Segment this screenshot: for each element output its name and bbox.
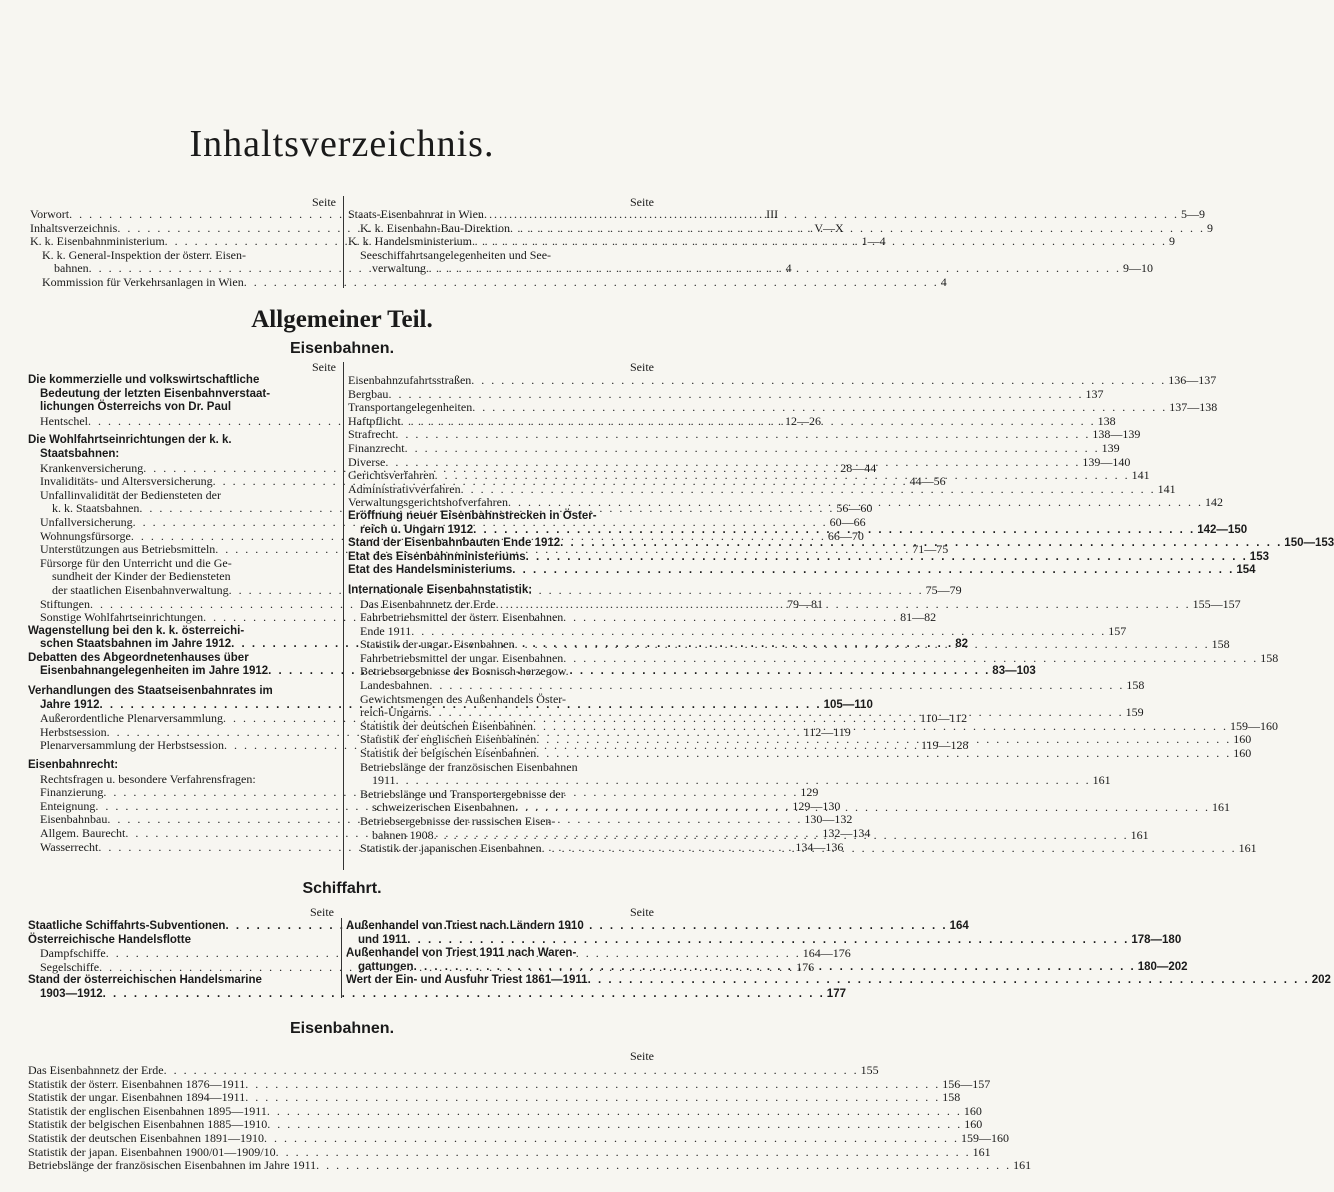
- toc-entry-title: Landesbahnen: [360, 678, 430, 693]
- toc-entry-page: 155: [860, 1063, 879, 1077]
- toc-entry-title: Sonstige Wohlfahrtseinrichtungen: [40, 610, 204, 625]
- toc-entry-title: Wasserrecht: [40, 839, 99, 854]
- toc-entry-page: 176: [796, 959, 815, 974]
- toc-entry-title: Statistik der ungar. Eisenbahnen: [360, 637, 515, 652]
- toc-entry-page: V—X: [814, 220, 844, 235]
- toc-entry-title: Wohnungsfürsorge: [40, 528, 131, 543]
- toc-entry-title: Statistik der englischen Eisenbahnen 1895—1911: [28, 1103, 267, 1118]
- toc-entry-title: Betriebslänge der französischen Eisenbahnen im Jahre 1911: [28, 1158, 317, 1173]
- toc-entry-page: 153: [1249, 550, 1269, 563]
- toc-entry-title: Ende 1911: [360, 623, 412, 638]
- toc-entry: [348, 623, 1127, 639]
- toc-entry-title: Das Eisenbahnnetz der Erde: [360, 596, 496, 611]
- toc-entry-title: Etat des Eisenbahnministeriums: [348, 550, 526, 563]
- toc-entry-title: bahnen: [54, 261, 89, 276]
- toc-entry-title: 1911: [372, 773, 396, 788]
- toc-entry-page: 66—70: [827, 528, 864, 543]
- leader-dots: [588, 974, 1310, 988]
- toc-entry-page: 161: [1130, 827, 1149, 842]
- toc-entry: [28, 1063, 879, 1078]
- toc-entry-title: Statistik der österr. Eisenbahnen 1876—1911: [28, 1076, 246, 1091]
- seite-label-top-left: Seite: [312, 195, 336, 209]
- toc-entry: [28, 1144, 991, 1160]
- leader-dots: [267, 1118, 962, 1132]
- toc-entry-title: Enteignung: [40, 798, 96, 813]
- toc-entry: [28, 773, 336, 787]
- toc-entry-page: 5—9: [1180, 207, 1205, 221]
- toc-entry-page: 159—160: [1229, 718, 1278, 733]
- toc-entry-title: Eröffnung neuer Eisenbahnstrecken in Öster-: [348, 509, 597, 522]
- toc-entry-title: Unfallversicherung: [40, 514, 133, 529]
- toc-entry-title: Invaliditäts- und Altersversicherung: [40, 474, 213, 489]
- toc-entry-page: 138: [1097, 413, 1116, 428]
- leader-dots: [510, 222, 1205, 236]
- toc-entry: [348, 550, 1269, 565]
- toc-entry-title: Finanzierung: [40, 785, 104, 800]
- leader-dots: [560, 537, 1282, 551]
- leader-dots: [429, 706, 1124, 720]
- toc-entry-page: 129—130: [792, 798, 841, 813]
- toc-entry-page: 12—26: [784, 413, 821, 428]
- toc-entry-page: 83—103: [992, 665, 1036, 678]
- leader-dots: [396, 774, 1091, 788]
- toc-entry-page: 160: [964, 1117, 983, 1132]
- seite-label-sf-right: Seite: [630, 905, 654, 919]
- toc-entry-title: Bergbau: [348, 386, 389, 401]
- toc-entry: [28, 1103, 982, 1119]
- toc-entry-title: Außenhandel von Triest nach Ländern 1910: [346, 920, 584, 932]
- leader-dots: [484, 208, 1179, 222]
- toc-entry-page: 56—60: [836, 501, 873, 516]
- toc-entry: [348, 650, 1279, 666]
- toc-entry-title: Vorwort: [30, 207, 70, 221]
- toc-entry: [348, 611, 654, 625]
- toc-entry-title: Eisenbahnbau: [40, 812, 108, 827]
- toc-entry-title: Dampfschiffe: [40, 946, 106, 961]
- toc-entry-title: 1903—1912: [40, 987, 103, 1000]
- toc-entry: [28, 448, 336, 462]
- toc-entry-page: 82: [955, 638, 969, 651]
- column-divider: [341, 918, 342, 998]
- leader-dots: [103, 988, 825, 1002]
- toc-entry-title: Fürsorge für den Unterricht und die Ge-: [40, 555, 232, 570]
- leader-dots: [515, 798, 1210, 815]
- toc-entry-title: Staatsbahnen:: [40, 447, 120, 460]
- toc-entry-title: schweizerischen Eisenbahnen: [372, 800, 515, 815]
- toc-entry-title: gattungen: [358, 960, 414, 973]
- toc-entry: [348, 564, 1256, 578]
- leader-dots: [414, 961, 1136, 975]
- toc-entry-title: Das Eisenbahnnetz der Erde: [28, 1063, 164, 1077]
- toc-entry-title: Krankenversicherung: [40, 460, 144, 475]
- toc-entry-page: 138—139: [1092, 427, 1141, 442]
- toc-entry-page: 60—66: [829, 514, 866, 529]
- toc-entry: [348, 249, 654, 263]
- toc-entry-title: Betriebslänge der französischen Eisenbahnen: [360, 759, 578, 774]
- toc-entry-page: 130—132: [804, 812, 853, 827]
- seite-label-top-right: Seite: [630, 195, 654, 209]
- toc-entry-page: 160: [1233, 732, 1252, 747]
- toc-entry-title: Außerordentliche Plenarversammlung: [40, 711, 223, 726]
- leader-dots: [512, 564, 1234, 578]
- toc-entry-title: Verwaltungsgerichtshofverfahren: [348, 495, 508, 510]
- toc-entry-title: Gewichtsmengen des Außenhandels Öster-: [360, 691, 567, 706]
- leader-dots: [316, 1159, 1011, 1173]
- toc-entry-page: 105—110: [823, 698, 873, 711]
- toc-entry-page: 137: [1085, 386, 1104, 401]
- toc-entry-title: verwaltung: [372, 261, 426, 276]
- toc-entry-page: 158: [942, 1090, 961, 1105]
- toc-entry-title: Unterstützungen aus Betriebsmitteln: [40, 542, 216, 557]
- toc-entry-title: Unfallinvalidität der Bediensteten der: [40, 487, 221, 502]
- column-divider: [343, 362, 344, 870]
- toc-entry: [348, 665, 654, 679]
- leader-dots: [401, 415, 1096, 429]
- toc-entry: [28, 987, 846, 1002]
- toc-entry-title: Die kommerzielle und volkswirtschaftliche: [28, 374, 260, 386]
- toc-entry: [348, 815, 654, 829]
- toc-entry-title: Hentschel: [40, 413, 88, 428]
- toc-entry-title: reich-Ungarns: [360, 705, 429, 720]
- toc-entry-title: K. k. Eisenbahn-Bau-Direktion: [360, 220, 510, 235]
- toc-entry: [28, 1158, 1032, 1173]
- leader-dots: [563, 652, 1258, 666]
- toc-entry: [30, 249, 336, 263]
- toc-entry-page: 81—82: [900, 610, 937, 625]
- toc-entry: [28, 974, 334, 988]
- toc-entry-page: 129: [800, 785, 819, 800]
- leader-dots: [526, 551, 1248, 565]
- leader-dots: [411, 625, 1106, 639]
- toc-entry: [346, 920, 654, 934]
- toc-entry-title: Österreichische Handelsflotte: [28, 933, 191, 946]
- toc-entry: [346, 974, 1331, 988]
- toc-entry-title: k. k. Staatsbahnen: [52, 501, 140, 516]
- toc-entry: [348, 693, 654, 707]
- toc-entry: [348, 584, 654, 598]
- toc-entry-page: 4: [940, 274, 947, 289]
- toc-entry-title: Statistik der deutschen Eisenbahnen: [360, 718, 533, 733]
- leader-dots: [533, 720, 1228, 734]
- toc-entry-page: 180—202: [1137, 960, 1188, 973]
- section-heading-eisenbahnen-statistik: Eisenbahnen.: [289, 1020, 395, 1037]
- toc-entry-title: schen Staatsbahnen im Jahre 1912: [40, 638, 232, 651]
- toc-entry-page: 158: [1211, 637, 1230, 652]
- toc-entry-title: Allgem. Baurecht: [40, 826, 126, 840]
- toc-entry-page: 177: [826, 987, 846, 1000]
- toc-entry-page: 150—153: [1284, 537, 1334, 550]
- toc-entry-title: Außenhandel von Triest 1911 nach Waren-: [346, 947, 577, 960]
- toc-entry-page: 139: [1101, 440, 1120, 455]
- toc-entry-title: Finanzrecht: [348, 440, 405, 455]
- toc-entry-title: Die Wohlfahrtseinrichtungen der k. k.: [28, 434, 232, 447]
- toc-entry-title: Jahre 1912: [40, 698, 100, 711]
- toc-entry-title: Verhandlungen des Staatseisenbahnrates im: [28, 685, 273, 698]
- toc-entry-title: Stand der Eisenbahnbauten Ende 1912: [348, 537, 561, 550]
- toc-entry-page: 79—81: [787, 596, 823, 611]
- toc-entry-title: K. k. General-Inspektion der österr. Eisen-: [42, 247, 246, 262]
- toc-entry-page: 154: [1236, 564, 1256, 577]
- toc-entry-title: Wert der Ein- und Ausfuhr Triest 1861—1911: [346, 974, 588, 987]
- leader-dots: [515, 638, 1210, 652]
- toc-entry-title: Statistik der ungar. Eisenbahnen 1894—1911: [28, 1090, 246, 1105]
- leader-dots: [244, 276, 939, 290]
- toc-entry: [28, 434, 336, 448]
- toc-entry-title: Eisenbahnangelegenheiten im Jahre 1912: [40, 665, 269, 678]
- toc-entry: [28, 652, 336, 666]
- toc-entry-page: 9: [1168, 234, 1175, 249]
- toc-entry: [28, 759, 336, 773]
- leader-dots: [536, 733, 1231, 747]
- toc-entry: [28, 374, 336, 388]
- leader-dots: [461, 483, 1156, 497]
- toc-entry: [348, 761, 654, 775]
- leader-dots: [429, 679, 1124, 693]
- toc-entry-title: reich u. Ungarn 1912: [360, 523, 474, 536]
- toc-entry: [28, 1090, 961, 1105]
- toc-entry-page: 158: [1126, 678, 1145, 693]
- section-heading-schiffahrt: Schiffahrt.: [302, 880, 382, 897]
- page-title: Inhaltsverzeichnis.: [189, 123, 495, 165]
- seite-label-bottom: Seite: [630, 1049, 654, 1063]
- toc-entry-title: Administrativverfahren: [348, 481, 461, 496]
- toc-entry-page: 161: [972, 1144, 991, 1159]
- leader-dots: [496, 598, 1191, 612]
- toc-entry-title: Inhaltsverzeichnis: [30, 220, 118, 235]
- toc-entry-page: 178—180: [1131, 933, 1182, 946]
- toc-entry-title: Staatliche Schiffahrts-Subventionen: [28, 920, 226, 932]
- toc-entry-title: Gerichtsverfahren: [348, 468, 435, 483]
- toc-entry-title: Internationale Eisenbahnstatistik:: [348, 583, 533, 596]
- toc-entry-title: Statistik der belgischen Eisenbahnen: [360, 746, 537, 761]
- toc-entry-page: 110—112: [919, 711, 968, 726]
- leader-dots: [508, 496, 1203, 510]
- toc-entry-title: Transportangelegenheiten: [348, 400, 473, 415]
- leader-dots: [435, 469, 1130, 483]
- leader-dots: [407, 934, 1129, 948]
- toc-entry: [346, 933, 1182, 948]
- toc-entry-title: sundheit der Kinder der Bediensteten: [52, 569, 231, 584]
- leader-dots: [536, 747, 1231, 761]
- section-heading-eisenbahnen: Eisenbahnen.: [289, 340, 395, 357]
- leader-dots: [245, 1091, 940, 1105]
- toc-entry: [348, 746, 1252, 761]
- toc-entry-title: Haftpflicht: [348, 413, 401, 428]
- toc-bottom: [28, 1063, 1032, 1173]
- toc-entry-title: Statistik der japanischen Eisenbahnen: [360, 841, 542, 856]
- leader-dots: [472, 401, 1167, 415]
- toc-entry-title: Betriebsergebnisse der Bosnisch-herzegow.: [360, 664, 569, 679]
- toc-entry: [30, 274, 947, 290]
- toc-entry: [348, 788, 654, 802]
- toc-entry: [28, 1130, 1009, 1146]
- toc-entry-title: Kommission für Verkehrsanlagen in Wien: [42, 274, 244, 289]
- toc-entry-title: Diverse: [348, 454, 386, 469]
- toc-entry-title: Herbstsession: [40, 724, 107, 739]
- seite-label-sf-left: Seite: [310, 905, 334, 919]
- toc-entry-page: 134—136: [795, 839, 844, 854]
- toc-entry-title: Statistik der englischen Eisenbahnen: [360, 732, 537, 747]
- toc-entry-title: Staats-Eisenbahnrat in Wien: [348, 207, 484, 221]
- toc-entry-page: 161: [1092, 773, 1111, 788]
- toc-entry: [28, 557, 336, 571]
- toc-entry-title: Plenarversammlung der Herbstsession: [40, 738, 224, 753]
- toc-entry: [28, 401, 336, 415]
- toc-entry-title: Wagenstellung bei den k. k. österreichi-: [28, 624, 245, 637]
- toc-entry-title: Stiftungen: [40, 596, 90, 611]
- toc-entry-page: 141: [1157, 481, 1176, 496]
- leader-dots: [472, 235, 1167, 249]
- toc-entry: [28, 570, 336, 584]
- toc-entry-page: 137—138: [1169, 400, 1218, 415]
- toc-entry-page: 4: [785, 261, 792, 276]
- toc-entry: [348, 510, 654, 524]
- toc-entry-title: bahnen 1908: [372, 827, 434, 842]
- toc-entry-title: der staatlichen Eisenbahnverwaltung: [52, 582, 229, 597]
- toc-entry: [28, 388, 336, 402]
- toc-entry: [348, 773, 1111, 788]
- toc-entry-page: 132—134: [822, 826, 871, 840]
- toc-entry-page: 164—176: [802, 946, 851, 961]
- toc-entry-page: 119—128: [920, 738, 969, 753]
- leader-dots: [434, 826, 1129, 843]
- toc-entry: [346, 947, 654, 961]
- toc-entry-page: 161: [1211, 800, 1230, 815]
- toc-entry: [348, 678, 1145, 693]
- toc-entry-page: 136—137: [1168, 373, 1217, 387]
- toc-entry-title: Fahrbetriebsmittel der ungar. Eisenbahnen: [360, 650, 564, 665]
- toc-entry-title: Eisenbahnrecht:: [28, 759, 119, 772]
- toc-entry-title: Strafrecht: [348, 427, 396, 442]
- toc-entry-page: 28—44: [840, 460, 877, 475]
- toc-entry: [348, 400, 1218, 415]
- toc-entry-title: Rechtsfragen u. besondere Verfahrensfragen:: [40, 771, 256, 786]
- toc-entry-title: Betriebslänge und Transportergebnisse der: [360, 786, 565, 801]
- toc-entry-page: 142: [1204, 495, 1223, 510]
- toc-entry-page: 156—157: [942, 1076, 991, 1091]
- toc-entry-title: Etat des Handelsministeriums: [348, 564, 513, 577]
- toc-entry-title: Statistik der japan. Eisenbahnen 1900/01—1909/10: [28, 1144, 276, 1159]
- toc-entry-title: Eisenbahnzufahrtsstraßen: [348, 373, 472, 387]
- toc-entry-page: 9—10: [1122, 261, 1153, 276]
- toc-entry-page: 71—75: [912, 542, 949, 557]
- leader-dots: [164, 1064, 859, 1078]
- leader-dots: [267, 1105, 962, 1119]
- toc-entry-title: Statistik der belgischen Eisenbahnen 1885—1910: [28, 1117, 268, 1132]
- toc-entry-title: und 1911: [358, 933, 408, 946]
- toc-entry: [28, 934, 334, 948]
- seite-label-eb-left: Seite: [312, 360, 336, 374]
- toc-entry-page: 9: [1206, 220, 1213, 235]
- leader-dots: [395, 428, 1090, 442]
- toc-entry-page: III: [766, 207, 779, 221]
- toc-entry: [28, 1076, 991, 1092]
- toc-entry-title: K. k. Handelsministerium: [348, 234, 472, 249]
- toc-entry-title: Segelschiffe: [40, 959, 100, 974]
- toc-entry-page: 157: [1108, 623, 1127, 638]
- toc-entry-page: 160: [1233, 746, 1252, 761]
- toc-entry-page: 141: [1131, 468, 1150, 483]
- toc-entry-page: 202: [1311, 974, 1331, 987]
- toc-entry-title: Debatten des Abgeordnetenhauses über: [28, 651, 249, 664]
- toc-entry-page: 112—119: [803, 724, 851, 739]
- toc-entry-page: 161: [1013, 1158, 1032, 1173]
- leader-dots: [405, 442, 1100, 456]
- toc-entry: [348, 386, 1104, 402]
- toc-entry-title: Stand der österreichischen Handelsmarine: [28, 974, 262, 987]
- toc-entry-page: 161: [1238, 841, 1257, 856]
- toc-entry: [348, 440, 1120, 456]
- leader-dots: [264, 1132, 959, 1146]
- toc-entry: [28, 489, 336, 503]
- leader-dots: [385, 456, 1080, 470]
- toc-entry-title: Fahrbetriebsmittel der österr. Eisenbahnen: [360, 610, 564, 625]
- column-divider: [343, 196, 344, 288]
- toc-entry-title: Statistik der deutschen Eisenbahnen 1891—1910: [28, 1130, 264, 1145]
- toc-entry-page: 44—56: [909, 474, 946, 489]
- seite-label-eb-right: Seite: [630, 360, 654, 374]
- leader-dots: [426, 262, 1121, 276]
- section-heading-allgemeiner: Allgemeiner Teil.: [251, 306, 433, 333]
- toc-entry-page: 158: [1260, 650, 1279, 665]
- toc-entry: [348, 427, 1141, 442]
- leader-dots: [471, 374, 1166, 388]
- toc-entry-page: 164: [949, 920, 969, 932]
- toc-entry-page: 159: [1125, 705, 1144, 720]
- leader-dots: [388, 388, 1083, 402]
- toc-entry: [28, 625, 336, 639]
- toc-entry-page: 159—160: [960, 1130, 1009, 1145]
- toc-entry-title: Seeschiffahrtsangelegenheiten und See-: [360, 247, 552, 262]
- toc-entry: [28, 1117, 983, 1132]
- toc-entry: [348, 373, 1217, 388]
- toc-entry-title: K. k. Eisenbahnministerium: [30, 234, 165, 249]
- toc-entry-page: 139—140: [1082, 454, 1131, 469]
- toc-entry-title: Bedeutung der letzten Eisenbahnverstaat-: [40, 387, 271, 400]
- toc-entry-page: 1—4: [861, 234, 886, 249]
- leader-dots: [542, 839, 1237, 856]
- leader-dots: [276, 1146, 971, 1160]
- leader-dots: [245, 1078, 940, 1092]
- toc-entry-page: 160: [963, 1103, 982, 1118]
- toc-entry: [348, 261, 1153, 276]
- toc-entry: [28, 685, 336, 699]
- toc-entry-page: 155—157: [1192, 596, 1241, 611]
- toc-entry-title: Betriebsergebnisse der russischen Eisen-: [360, 814, 556, 828]
- toc-entry-page: 75—79: [925, 582, 962, 597]
- toc-entry-page: 142—150: [1197, 523, 1248, 536]
- toc-entry-title: lichungen Österreichs von Dr. Paul: [40, 401, 232, 414]
- leader-dots: [473, 524, 1195, 538]
